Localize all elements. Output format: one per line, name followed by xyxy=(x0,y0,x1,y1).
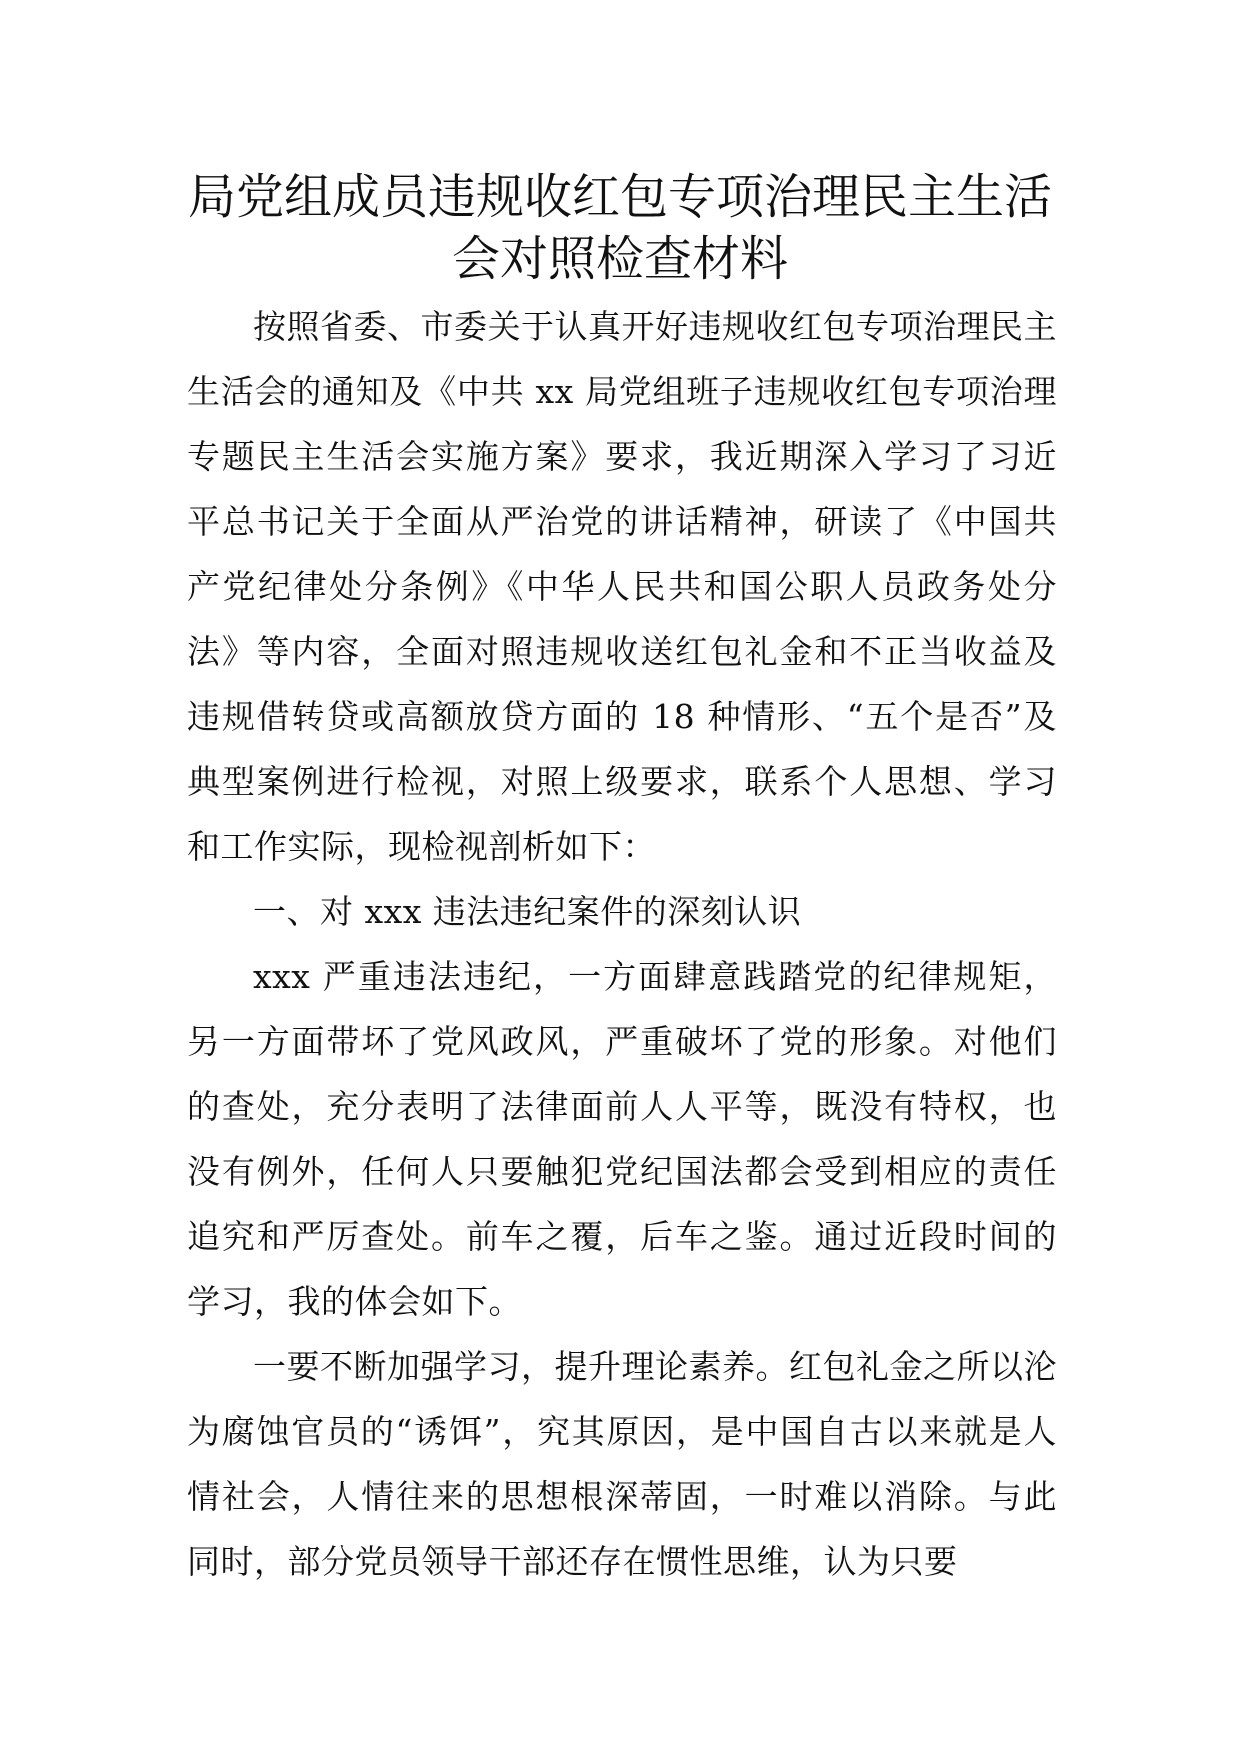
section-heading: 一、对 xxx 违法违纪案件的深刻认识 xyxy=(253,892,802,931)
title-line-1: 局党组成员违规收红包专项治理民主生活 xyxy=(187,169,1052,225)
intro-paragraph: 按照省委、市委关于认真开好违规收红包专项治理民主生活会的通知及《中共 xx 局党组班子违规收红包专项治理专题民主生活会实施方案》要求，我近期深入学习了习近平总书记关于全面从严治党的讲话精神，研读了《中国共产党纪律处分条例》《中华人民共和国公职人员政务处分法》等内容，全面对照违规收送红包礼金和不正当收益及违规借转贷或高额放贷方面的 18 种情形、“五个是否”及典型案例进行检视，对照上级要求，联系个人思想、学习和工作实际，现检视剖析如下： xyxy=(187,307,1057,866)
body-paragraph: 一要不断加强学习，提升理论素养。红包礼金之所以沦为腐蚀官员的“诱饵”，究其原因，是中国自古以来就是人情社会，人情往来的思想根深蒂固，一时难以消除。与此同时，部分党员领导干部还存在惯性思维，认为只要 xyxy=(187,1347,1057,1581)
document-body xyxy=(187,294,1057,1594)
title-line-2: 会对照检查材料 xyxy=(451,231,788,287)
document-title xyxy=(150,166,1090,290)
body-paragraph: xxx 严重违法违纪，一方面肆意践踏党的纪律规矩，另一方面带坏了党风政风，严重破坏了党的形象。对他们的查处，充分表明了法律面前人人平等，既没有特权，也没有例外，任何人只要触犯党纪国法都会受到相应的责任追究和严厉查处。前车之覆，后车之鉴。通过近段时间的学习，我的体会如下。 xyxy=(187,957,1057,1321)
